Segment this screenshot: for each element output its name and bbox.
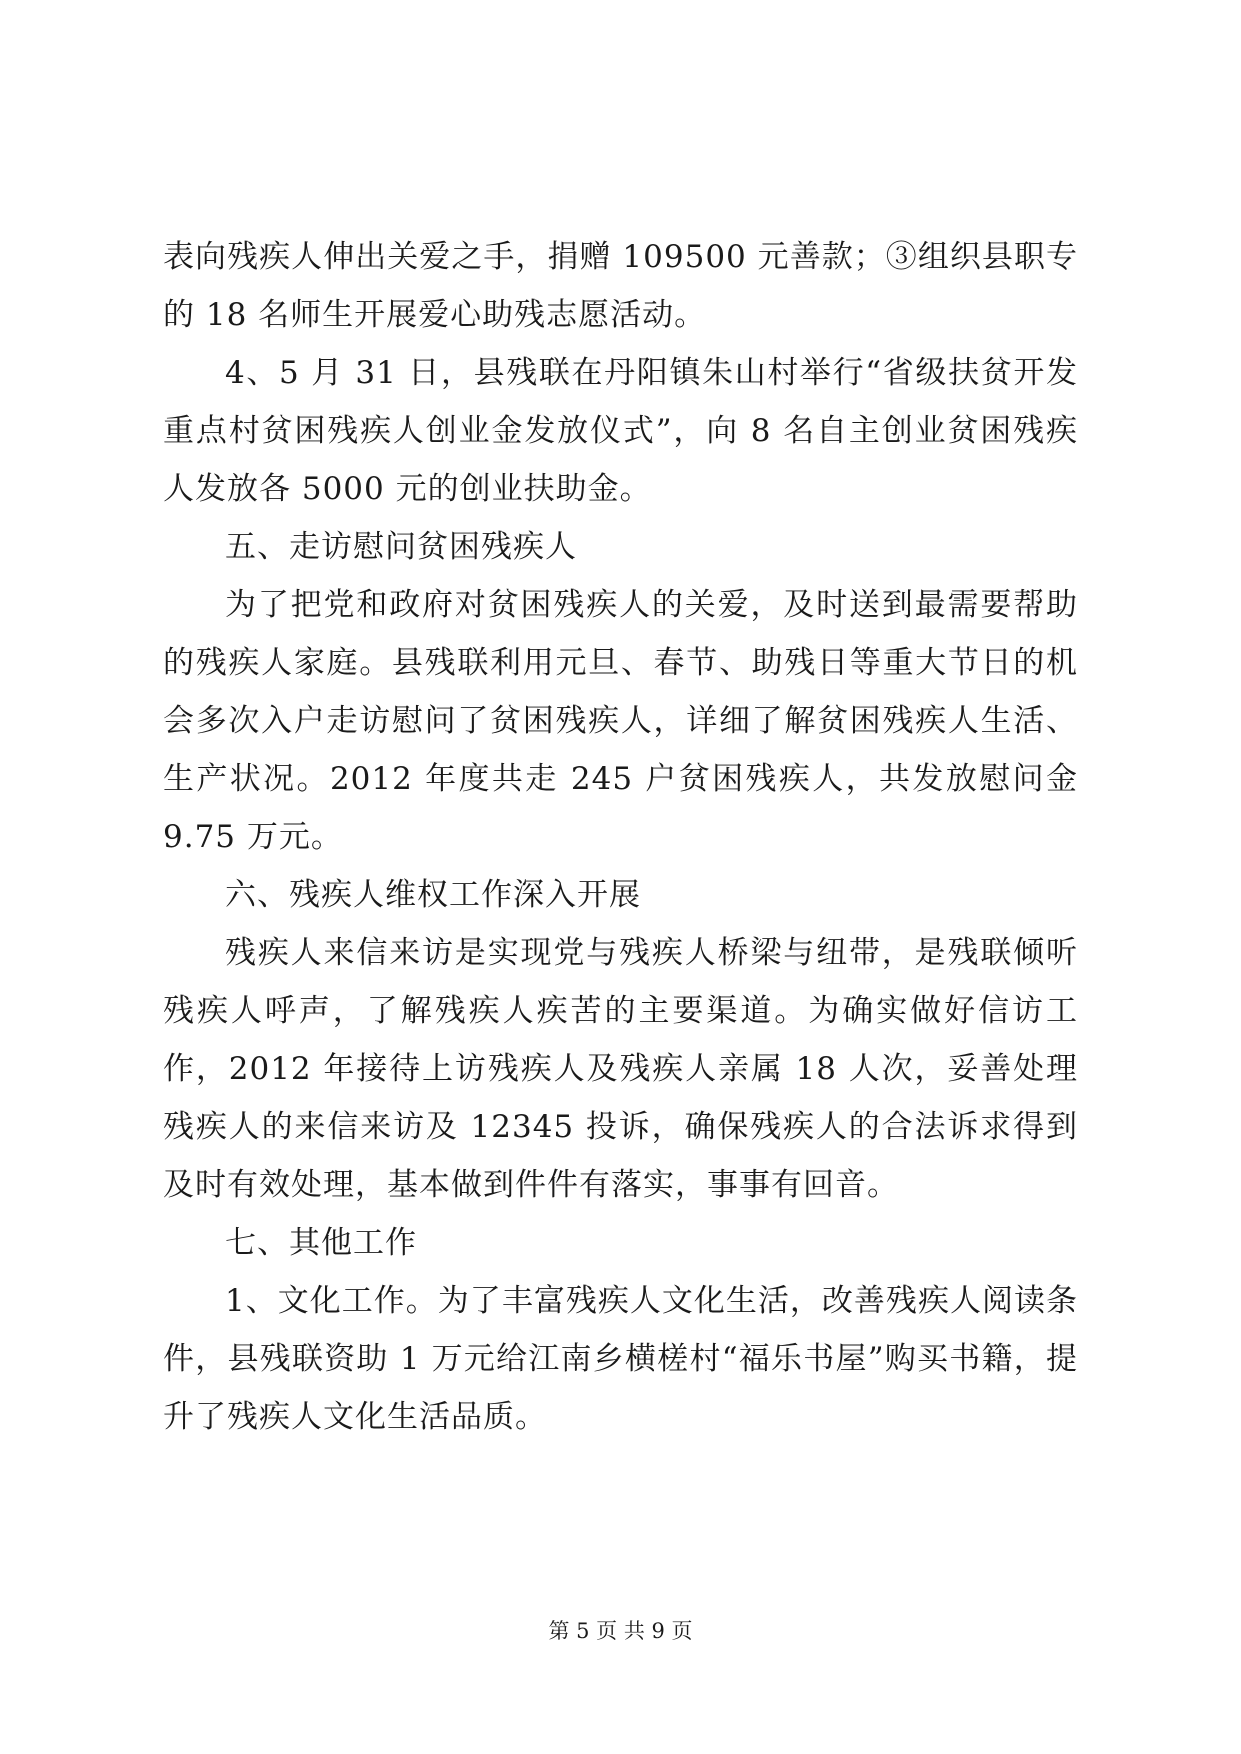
section-heading-6: 六、残疾人维权工作深入开展 <box>225 877 641 913</box>
paragraph-item-4: 4、5 月 31 日，县残联在丹阳镇朱山村举行“省级扶贫开发重点村贫困残疾人创业金发放仪式”，向 8 名自主创业贫困残疾人发放各 5000 元的创业扶助金。 <box>163 355 1078 507</box>
page-footer: 第 5 页 共 9 页 <box>548 1619 693 1643</box>
paragraph-continuation: 表向残疾人伸出关爱之手，捐赠 109500 元善款；③组织县职专的 18 名师生开展爱心助残志愿活动。 <box>163 239 1078 333</box>
paragraph-culture: 1、文化工作。为了丰富残疾人文化生活，改善残疾人阅读条件，县残联资助 1 万元给江南乡横槎村“福乐书屋”购买书籍，提升了残疾人文化生活品质。 <box>163 1283 1078 1435</box>
section-heading-7: 七、其他工作 <box>225 1225 417 1261</box>
paragraph-rights: 残疾人来信来访是实现党与残疾人桥梁与纽带，是残联倾听残疾人呼声，了解残疾人疾苦的主要渠道。为确实做好信访工作，2012 年接待上访残疾人及残疾人亲属 18 人次，妥善处理残疾人的来信来访及 12345 投诉，确保残疾人的合法诉求得到及时有效处理，基本做到件件有落实，事事有回音。 <box>163 935 1078 1203</box>
document-body <box>163 228 1078 1446</box>
section-heading-5: 五、走访慰问贫困残疾人 <box>225 529 577 565</box>
paragraph-visits: 为了把党和政府对贫困残疾人的关爱，及时送到最需要帮助的残疾人家庭。县残联利用元旦、春节、助残日等重大节日的机会多次入户走访慰问了贫困残疾人，详细了解贫困残疾人生活、生产状况。2012 年度共走 245 户贫困残疾人，共发放慰问金 9.75 万元。 <box>163 587 1078 855</box>
